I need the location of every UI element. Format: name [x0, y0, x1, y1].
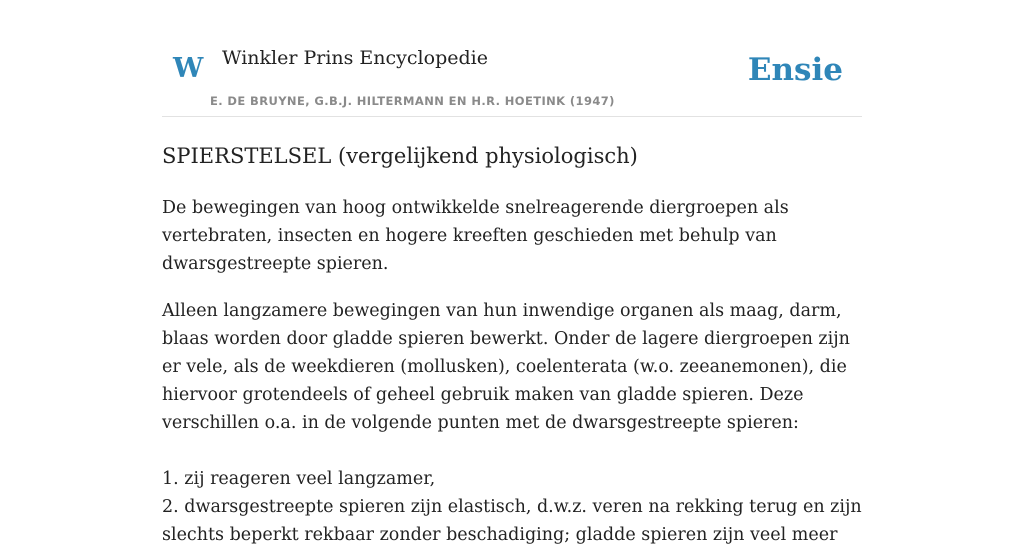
article-title: SPIERSTELSEL (vergelijkend physiologisch)	[162, 144, 638, 168]
article	[162, 141, 862, 549]
article-list	[162, 465, 862, 549]
brand-logo[interactable]: Ensie	[747, 52, 843, 88]
article-paragraph: Alleen langzamere bewegingen van hun inwendige organen als maag, darm, blaas worden door gladde spieren bewerkt. Onder de lagere diergroepen zijn er vele, als de weekdieren (mollusken), coelenterata (w.o. zeeanemonen), die hiervoor grotendeels of geheel gebruik maken van gladde spieren. Deze verschillen o.a. in de volgende punten met de dwarsgestreepte spieren:	[162, 301, 850, 433]
page-column	[162, 0, 862, 549]
source-title[interactable]: Winkler Prins Encyclopedie	[222, 47, 488, 69]
list-item: 2. dwarsgestreepte spieren zijn elastisch, d.w.z. veren na rekking terug en zijn slechts beperkt rekbaar zonder beschadiging; gladde spieren zijn veel meer	[162, 497, 862, 545]
list-item: 1. zij reageren veel langzamer,	[162, 469, 436, 489]
site-header	[162, 0, 862, 117]
source-authors: E. DE BRUYNE, G.B.J. HILTERMANN EN H.R. HOETINK (1947)	[210, 94, 615, 108]
logo-icon[interactable]: W	[173, 53, 204, 84]
article-paragraph: De bewegingen van hoog ontwikkelde snelreagerende diergroepen als vertebraten, insecten en hogere kreeften geschieden met behulp van dwarsgestreepte spieren.	[162, 198, 789, 274]
